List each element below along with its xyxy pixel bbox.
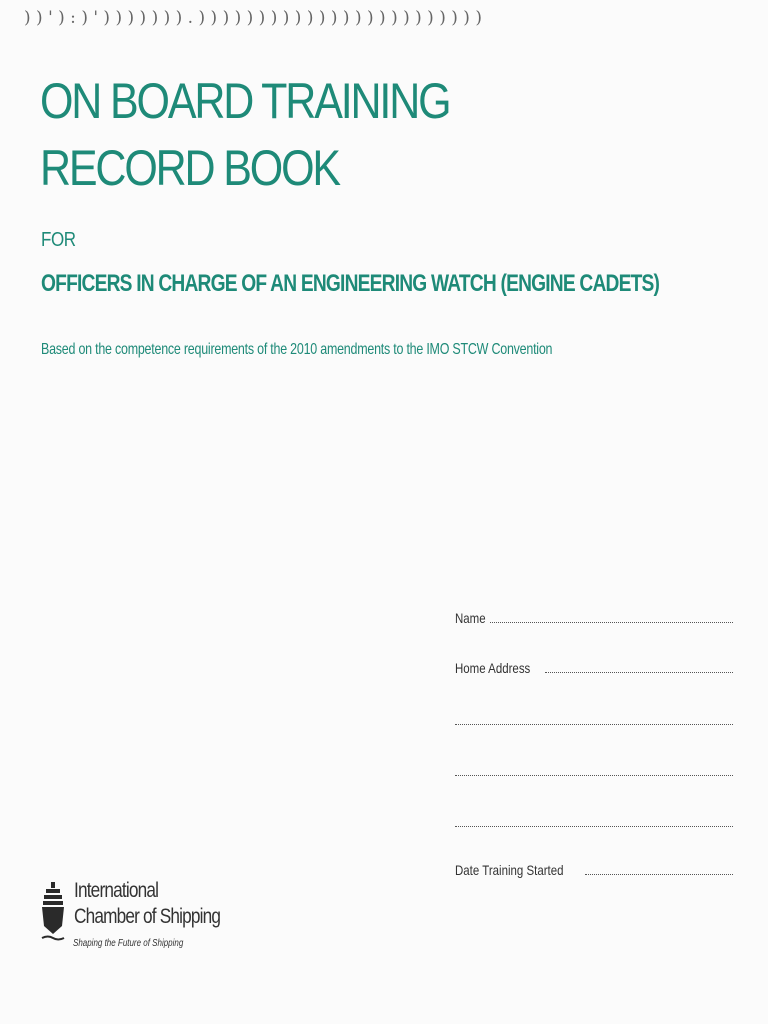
home-address-field[interactable] <box>455 660 733 680</box>
name-field[interactable] <box>455 610 733 630</box>
address-line-4[interactable] <box>455 814 733 834</box>
ics-logo <box>40 878 240 958</box>
name-dotted-line[interactable] <box>490 610 733 623</box>
subtitle: OFFICERS IN CHARGE OF AN ENGINEERING WATCH (ENGINE CADETS) <box>41 270 660 297</box>
address-line-4-dotted-line[interactable] <box>455 814 733 827</box>
logo-line-1: International <box>74 879 159 902</box>
logo-tagline: Shaping the Future of Shipping <box>73 938 184 949</box>
date-dotted-line[interactable] <box>585 862 733 875</box>
address-line-3-dotted-line[interactable] <box>455 763 733 776</box>
home-address-label: Home Address <box>455 660 531 676</box>
binding-marks: ) ) ' ) : ) ' ) ) ) ) ) ) ) . ) ) ) ) ) ) ) ) ) ) ) ) ) ) ) ) ) ) ) ) ) ) ) ) <box>24 8 482 28</box>
address-line-3[interactable] <box>455 763 733 783</box>
title-line-1: ON BOARD TRAINING <box>40 73 450 129</box>
logo-line-2: Chamber of Shipping <box>74 905 221 928</box>
date-training-started-label: Date Training Started <box>455 862 564 878</box>
address-line-2-dotted-line[interactable] <box>455 712 733 725</box>
logo-text <box>74 878 220 930</box>
ship-icon <box>40 880 66 944</box>
address-line-2[interactable] <box>455 712 733 732</box>
based-on-text: Based on the competence requirements of the 2010 amendments to the IMO STCW Convention <box>41 341 553 358</box>
for-label: FOR <box>41 229 76 251</box>
name-label: Name <box>455 610 486 626</box>
document-title <box>40 68 449 202</box>
date-training-started-field[interactable] <box>455 862 733 882</box>
home-address-dotted-line[interactable] <box>545 660 733 673</box>
title-line-2: RECORD BOOK <box>40 140 339 196</box>
